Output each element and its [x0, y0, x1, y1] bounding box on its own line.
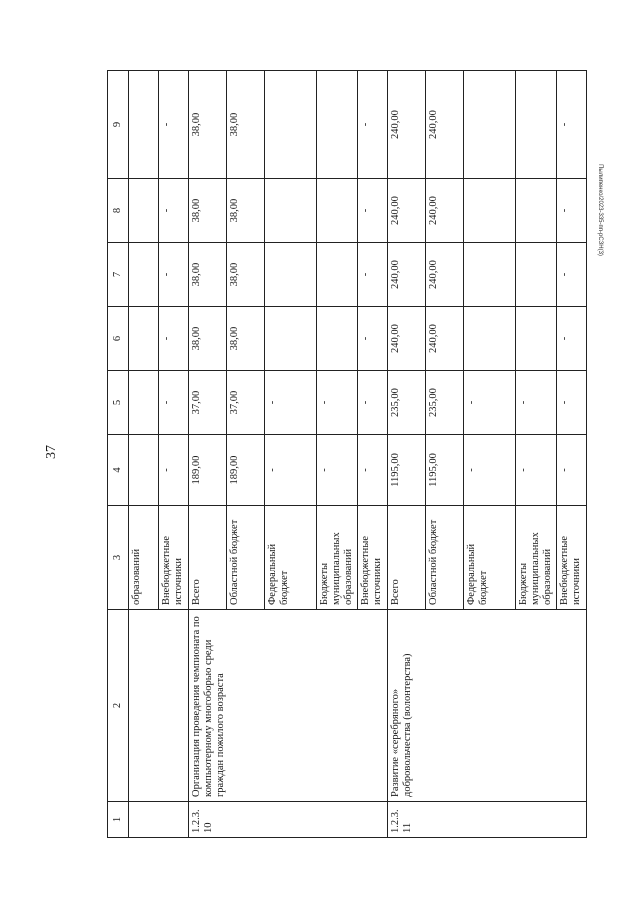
value-cell: 38,00 [227, 243, 265, 307]
value-cell: 38,00 [189, 179, 227, 243]
value-cell [129, 179, 159, 243]
value-cell [317, 71, 358, 179]
value-cell: - [265, 435, 317, 506]
value-cell: 240,00 [426, 307, 464, 371]
value-cell: 240,00 [388, 179, 426, 243]
funding-source: Внебюджетные источники [557, 506, 586, 610]
value-cell: 38,00 [227, 307, 265, 371]
table-row [388, 71, 426, 838]
value-cell: 240,00 [426, 71, 464, 179]
value-cell: 240,00 [426, 179, 464, 243]
value-cell: - [159, 243, 189, 307]
value-cell: 37,00 [189, 371, 227, 435]
header-row [108, 71, 129, 838]
item-number: 1.2.3. 11 [388, 802, 586, 838]
funding-source: Областной бюджет [426, 506, 464, 610]
funding-source: Внебюджетные источники [358, 506, 388, 610]
column-header: 6 [108, 307, 129, 371]
value-cell: 38,00 [189, 243, 227, 307]
value-cell: - [317, 435, 358, 506]
column-header: 4 [108, 435, 129, 506]
value-cell [265, 243, 317, 307]
value-cell: - [557, 435, 586, 506]
value-cell: - [464, 435, 516, 506]
value-cell [129, 71, 159, 179]
value-cell: - [159, 307, 189, 371]
value-cell [265, 179, 317, 243]
value-cell: - [557, 71, 586, 179]
source-cell: Внебюджетные источники [159, 506, 189, 610]
value-cell: - [557, 307, 586, 371]
value-cell: 189,00 [227, 435, 265, 506]
value-cell: 235,00 [388, 371, 426, 435]
continuation-row [129, 71, 159, 838]
value-cell: - [358, 179, 388, 243]
value-cell [129, 435, 159, 506]
value-cell: - [159, 71, 189, 179]
funding-source: Бюджеты муниципальных образований [317, 506, 358, 610]
funding-source: Всего [388, 506, 426, 610]
value-cell: - [557, 179, 586, 243]
value-cell [129, 371, 159, 435]
value-cell [516, 71, 557, 179]
value-cell: 38,00 [189, 307, 227, 371]
value-cell: - [358, 435, 388, 506]
value-cell: - [516, 435, 557, 506]
funding-source: Областной бюджет [227, 506, 265, 610]
value-cell [129, 307, 159, 371]
document-stamp: Пылипенко/2023-335-пп-рСЗН(3) [597, 164, 603, 256]
value-cell: 240,00 [426, 243, 464, 307]
value-cell [464, 307, 516, 371]
column-header: 7 [108, 243, 129, 307]
source-cell: образований [129, 506, 159, 610]
value-cell: - [159, 179, 189, 243]
value-cell: 240,00 [388, 307, 426, 371]
column-header: 5 [108, 371, 129, 435]
value-cell: 240,00 [388, 71, 426, 179]
value-cell: - [557, 371, 586, 435]
value-cell: - [159, 435, 189, 506]
funding-source: Всего [189, 506, 227, 610]
value-cell: - [159, 371, 189, 435]
value-cell: 38,00 [227, 71, 265, 179]
value-cell: - [317, 371, 358, 435]
funding-source: Бюджеты муниципальных образований [516, 506, 557, 610]
value-cell: - [265, 371, 317, 435]
table-row [189, 71, 227, 838]
value-cell: - [358, 243, 388, 307]
value-cell [516, 179, 557, 243]
value-cell: - [358, 71, 388, 179]
value-cell [464, 179, 516, 243]
column-header: 3 [108, 506, 129, 610]
value-cell [265, 307, 317, 371]
value-cell [129, 243, 159, 307]
value-cell: - [358, 307, 388, 371]
value-cell: - [516, 371, 557, 435]
value-cell: 1195,00 [426, 435, 464, 506]
value-cell [516, 307, 557, 371]
column-header: 9 [108, 71, 129, 179]
number-cell [129, 802, 189, 838]
value-cell [317, 243, 358, 307]
funding-source: Федеральный бюджет [265, 506, 317, 610]
value-cell [265, 71, 317, 179]
value-cell [317, 307, 358, 371]
funding-source: Федеральный бюджет [464, 506, 516, 610]
value-cell: 38,00 [227, 179, 265, 243]
item-name: Организация проведения чемпионата по компьютерному многоборью среди граждан пожилого возраста [189, 610, 388, 802]
column-header: 2 [108, 610, 129, 802]
column-header: 1 [108, 802, 129, 838]
value-cell: - [358, 371, 388, 435]
value-cell: 38,00 [189, 71, 227, 179]
value-cell: 189,00 [189, 435, 227, 506]
column-header: 8 [108, 179, 129, 243]
page-number: 37 [44, 445, 59, 459]
value-cell: 240,00 [388, 243, 426, 307]
value-cell: - [557, 243, 586, 307]
value-cell: 37,00 [227, 371, 265, 435]
value-cell: 1195,00 [388, 435, 426, 506]
value-cell [464, 71, 516, 179]
table-frame [107, 71, 583, 838]
value-cell: - [464, 371, 516, 435]
value-cell [464, 243, 516, 307]
value-cell [516, 243, 557, 307]
funding-table [107, 70, 587, 838]
name-cell [129, 610, 189, 802]
value-cell [317, 179, 358, 243]
item-name: Развитие «серебряного» добровольчества (волонтерства) [388, 610, 586, 802]
value-cell: 235,00 [426, 371, 464, 435]
item-number: 1.2.3. 10 [189, 802, 388, 838]
